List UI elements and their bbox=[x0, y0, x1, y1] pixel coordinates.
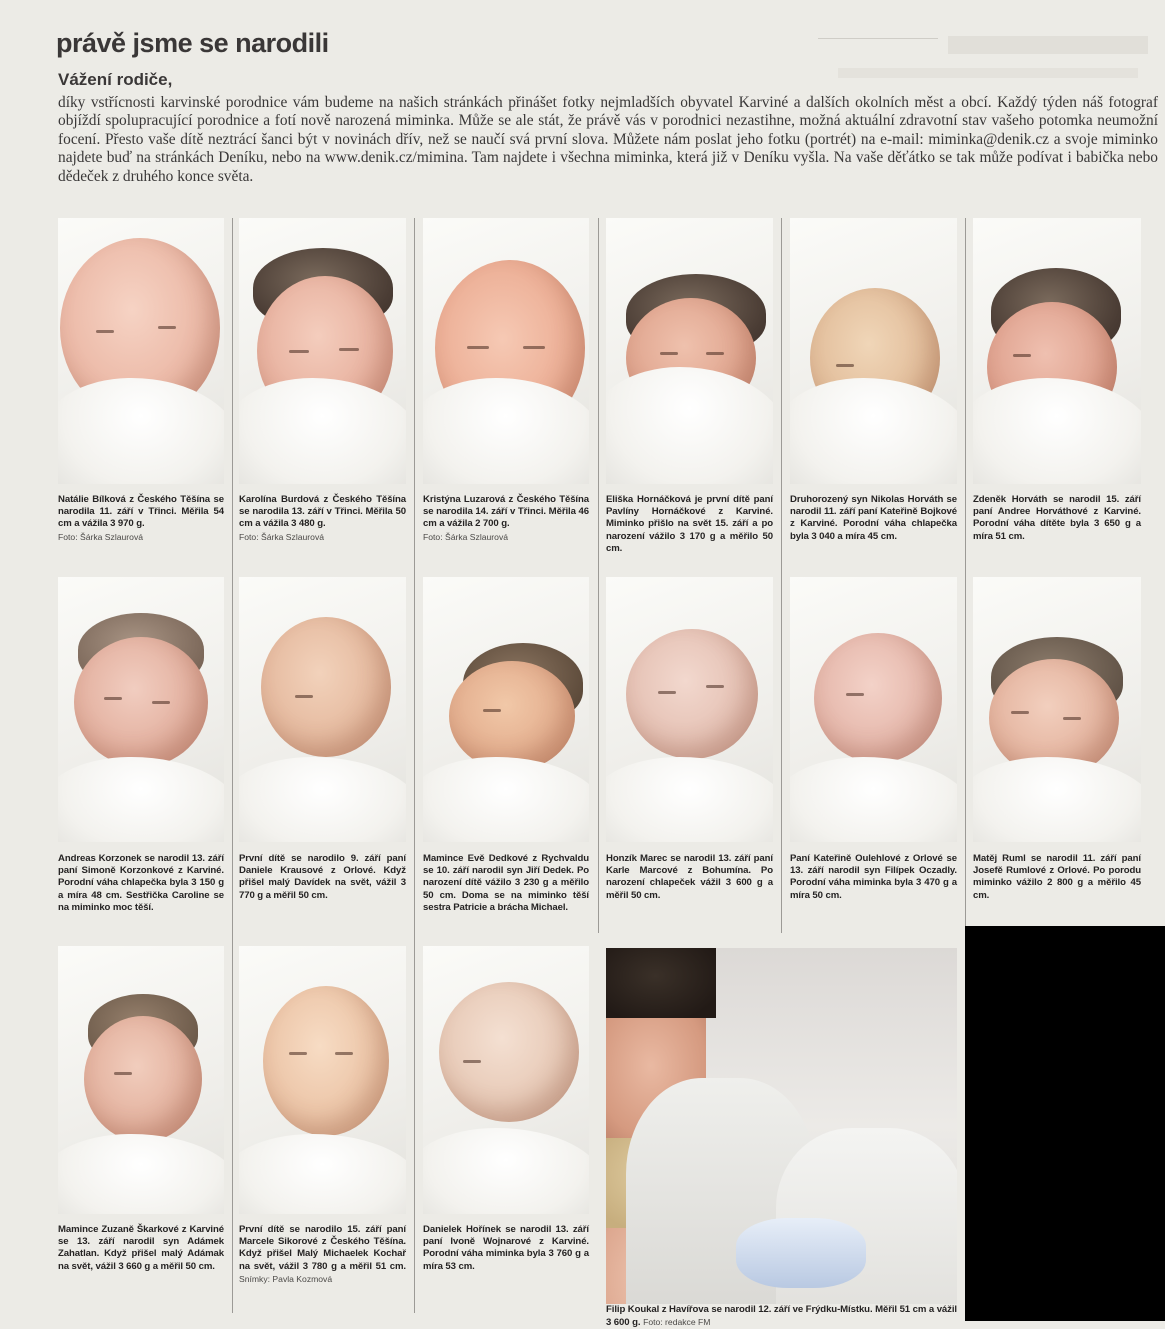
baby-caption bbox=[973, 494, 1141, 543]
intro-paragraph: díky vstřícnosti karvinské porodnice vám budeme na našich stránkách přinášet fotky nejmladších obyvatel Karviné a dalších okolních měst a obcí. Každý týden náš fotograf objíždí spolupracující porodnice a fotí nově narozená miminka. Může se ale stát, že právě vás v porodnici nezastihne, možná aktuální zdravotní stav vašeho potomka neumožní focení. Přesto vaše dítě neztrácí šanci být v novinách dřív, než se naučí svá první slova. Můžete nám poslat jeho fotku (portrét) na e-mail: miminka@denik.cz a svoje miminko najdete buď na stránkách Deníku, nebo na www.denik.cz/mimina. Tam najdete i všechna miminka, která již v Deníku vyšla. Na vaše děťátko se tak může podívat i babička nebo dědeček z druhého konce světa. bbox=[58, 94, 1158, 185]
caption-text: Honzík Marec se narodil 13. září paní Karle Marcové z Bohumína. Po narození chlapeček vážil 3 600 g a měřil 50 cm. bbox=[606, 853, 773, 901]
column-separator bbox=[965, 218, 966, 933]
baby-caption bbox=[423, 1224, 589, 1273]
column-separator bbox=[232, 218, 233, 1313]
baby-photo bbox=[423, 946, 589, 1214]
baby-caption bbox=[606, 494, 773, 555]
caption-text: Karolína Burdová z Českého Těšína se narodila 13. září v Třinci. Měřila 50 cm a vážila 3 480 g. bbox=[239, 494, 406, 530]
baby-photo bbox=[58, 218, 224, 484]
caption-text: Kristýna Luzarová z Českého Těšína se narodila 14. září v Třinci. Měřila 46 cm a vážila 2 700 g. bbox=[423, 494, 589, 530]
caption-text: Danielek Hořínek se narodil 13. září paní Ivoně Wojnarové z Karviné. Porodní váha miminka byla 3 760 g a míra 53 cm. bbox=[423, 1224, 589, 1272]
baby-photo bbox=[239, 218, 406, 484]
baby-photo bbox=[239, 946, 406, 1214]
caption-text: Eliška Hornáčková je první dítě paní Pavlíny Hornáčkové z Karviné. Miminko přišlo na svět 15. září a po narození vážilo 3 170 g a měřilo 50 cm. bbox=[606, 494, 773, 554]
baby-caption bbox=[58, 853, 224, 914]
page-title: právě jsme se narodili bbox=[56, 28, 329, 58]
caption-text: Filip Koukal z Havířova se narodil 12. září ve Frýdku-Místku. Měřil 51 cm a vážil 3 600 g. bbox=[606, 1304, 957, 1329]
photo-credit: Foto: redakce FM bbox=[643, 1317, 711, 1328]
caption-text: První dítě se narodilo 15. září paní Marcele Sikorové z Českého Těšína. Když přišel Malý Michaelek Kochař na svět, vážil 3 780 g a měřil 51 cm. bbox=[239, 1224, 406, 1272]
baby-photo bbox=[606, 577, 773, 842]
baby-photo bbox=[239, 577, 406, 842]
column-separator bbox=[598, 218, 599, 933]
caption-text: Mamince Zuzaně Škarkové z Karviné se 13. září narodil syn Adámek Zahatlan. Když přišel malý Adámak na svět, vážil 3 660 g a měřil 50 cm. bbox=[58, 1224, 224, 1272]
baby-photo bbox=[58, 577, 224, 842]
baby-caption bbox=[58, 1224, 224, 1273]
baby-caption bbox=[239, 1224, 406, 1286]
baby-photo bbox=[973, 218, 1141, 484]
scan-black-block bbox=[965, 926, 1165, 1321]
baby-photo bbox=[790, 218, 957, 484]
caption-text: Paní Kateřině Oulehlové z Orlové se 13. září narodil syn Filípek Oczadly. Porodní váha miminka byla 3 470 g a míra 50 cm. bbox=[790, 853, 957, 901]
baby-photo bbox=[423, 218, 589, 484]
baby-caption bbox=[790, 853, 957, 902]
baby-caption bbox=[606, 853, 773, 902]
column-separator bbox=[414, 218, 415, 1313]
photo-credit: Snímky: Pavla Kozmová bbox=[239, 1273, 333, 1284]
caption-text: Zdeněk Horváth se narodil 15. září paní Andree Horváthové z Karviné. Porodní váha dítěte byla 3 650 g a míra 51 cm. bbox=[973, 494, 1141, 542]
caption-text: První dítě se narodilo 9. září paní Daniele Krausové z Orlové. Když přišel malý Davídek na svět, vážil 3 770 g a měřil 50 cm. bbox=[239, 853, 406, 901]
baby-caption bbox=[239, 494, 406, 544]
baby-caption bbox=[973, 853, 1141, 902]
caption-text: Andreas Korzonek se narodil 13. září paní Simoně Korzonkové z Karviné. Porodní váha chlapečka byla 3 150 g a míra 48 cm. Sestřička Caroline se na miminko moc těší. bbox=[58, 853, 224, 913]
baby-photo bbox=[606, 218, 773, 484]
baby-caption bbox=[239, 853, 406, 902]
baby-photo bbox=[973, 577, 1141, 842]
caption-text: Natálie Bílková z Českého Těšína se narodila 11. září v Třinci. Měřila 54 cm a vážila 3 970 g. bbox=[58, 494, 224, 530]
baby-caption bbox=[58, 494, 224, 544]
photo-credit: Foto: Šárka Szlaurová bbox=[239, 531, 325, 542]
photo-credit: Foto: Šárka Szlaurová bbox=[423, 531, 509, 542]
baby-photo bbox=[58, 946, 224, 1214]
baby-caption bbox=[423, 494, 589, 544]
baby-caption bbox=[423, 853, 589, 914]
caption-text: Mamince Evě Dedkové z Rychvaldu se 10. září narodil syn Jiří Dedek. Po narození dítě vážilo 3 230 g a měřilo 50 cm. Doma se na miminko těší sestra Patricie a brácha Michael. bbox=[423, 853, 589, 913]
baby-photo bbox=[423, 577, 589, 842]
family-caption bbox=[606, 1304, 957, 1329]
baby-photo bbox=[790, 577, 957, 842]
greeting: Vážení rodiče, bbox=[58, 70, 173, 89]
family-photo bbox=[606, 948, 957, 1304]
column-separator bbox=[781, 218, 782, 933]
caption-text: Druhorozený syn Nikolas Horváth se narodil 11. září paní Kateřině Bojkové z Karviné. Porodní váha chlapečka byla 3 040 a míra 45 cm. bbox=[790, 494, 957, 542]
photo-credit: Foto: Šárka Szlaurová bbox=[58, 531, 144, 542]
baby-caption bbox=[790, 494, 957, 543]
caption-text: Matěj Ruml se narodil 11. září paní Josefě Rumlové z Orlové. Po porodu miminko vážilo 2 800 g a měřilo 45 cm. bbox=[973, 853, 1141, 901]
print-through-ghost bbox=[818, 28, 1158, 100]
